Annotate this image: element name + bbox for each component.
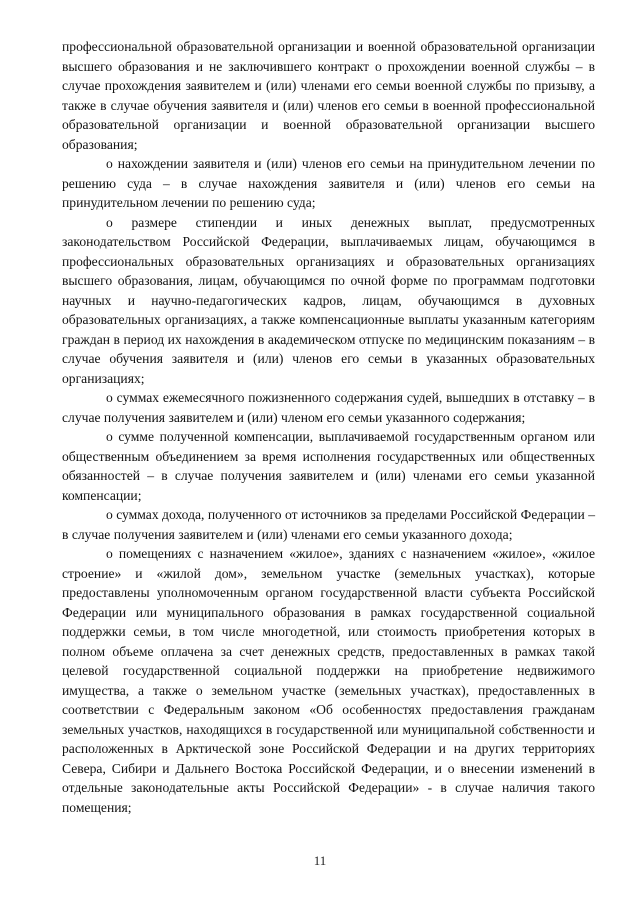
document-body [62, 37, 595, 817]
paragraph-foreign-income: о суммах дохода, полученного от источников за пределами Российской Федерации – в случае получения заявителем и (или) членами его семьи указанного дохода; [62, 507, 595, 542]
paragraph-stipend: о размере стипендии и иных денежных выплат, предусмотренных законодательством Российской Федерации, выплачиваемых лицам, обучающимся в профессиональных образовательных организациях и образовательных организациях высшего образования, лицам, обучающимся по очной форме по программам подготовки научных и научно-педагогических кадров, лицам, обучающимся в духовных образовательных организациях, а также компенсационные выплаты указанным категориям граждан в период их нахождения в академическом отпуске по медицинским показаниям – в случае обучения заявителя и (или) членов его семьи в указанных образовательных организациях; [62, 214, 595, 386]
paragraph-housing-land: о помещениях с назначением «жилое», зданиях с назначением «жилое», «жилое строение» и «жилой дом», земельном участке (земельных участках), которые предоставлены уполномоченным органом государственной власти субъекта Российской Федерации или муниципального образования в рамках государственной социальной поддержки семьи, в том числе многодетной, или стоимость приобретения которых в полном объеме оплачена за счет денежных средств, предоставленных в рамках такой целевой государственной социальной поддержки на приобретение недвижимого имущества, а также о земельном участке (земельных участках), предоставленных в соответствии с Федеральным законом «Об особенностях предоставления гражданам земельных участков, находящихся в государственной или муниципальной собственности и расположенных в Арктической зоне Российской Федерации и на других территориях Севера, Сибири и Дальнего Востока Российской Федерации, и о внесении изменений в отдельные законодательные акты Российской Федерации» - в случае наличия такого помещения; [62, 546, 595, 815]
paragraph-judges-allowance: о суммах ежемесячного пожизненного содержания судей, вышедших в отставку – в случае получения заявителем и (или) членом его семьи указанного содержания; [62, 390, 595, 425]
paragraph-continuation: профессиональной образовательной организации и военной образовательной организации высшего образования и не заключившего контракт о прохождении военной службы – в случае прохождения заявителем и (или) членами его семьи военной службы по призыву, а также в случае обучения заявителя и (или) членов его семьи в военной профессиональной образовательной организации и военной образовательной организации высшего образования; [62, 39, 595, 152]
page-number: 11 [313, 853, 327, 868]
paragraph-compulsory-treatment: о нахождении заявителя и (или) членов его семьи на принудительном лечении по решению суда – в случае нахождения заявителя и (или) членов его семьи на принудительном лечении по решению суда; [62, 156, 595, 210]
paragraph-compensation: о сумме полученной компенсации, выплачиваемой государственным органом или общественным объединением за время исполнения государственных или общественных обязанностей – в случае получения заявителем и (или) членами его семьи указанной компенсации; [62, 429, 595, 503]
